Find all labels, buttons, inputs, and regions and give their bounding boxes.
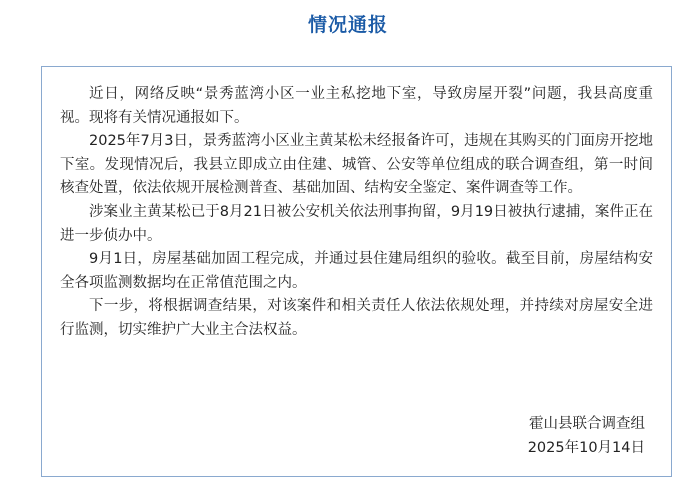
paragraph-incident: 2025年7月3日，景秀蓝湾小区业主黄某松未经报备许可，违规在其购买的门面房开挖地下室。发现情况后，我县立即成立由住建、城管、公安等单位组成的联合调查组，第一时间核查处置，依法依规开展检测普查、基础加固、结构安全鉴定、案件调查等工作。 — [60, 133, 653, 197]
signature-date: 2025年10月14日 — [527, 439, 645, 456]
paragraph-intro: 近日，网络反映“景秀蓝湾小区一业主私挖地下室，导致房屋开裂”问题，我县高度重视。现将有关情况通报如下。 — [60, 86, 653, 126]
paragraph-reinforcement: 9月1日，房屋基础加固工程完成，并通过县住建局组织的验收。截至目前，房屋结构安全各项监测数据均在正常值范围之内。 — [60, 251, 653, 291]
page-title: 情况通报 — [307, 14, 388, 36]
signature-org: 霍山县联合调查组 — [529, 416, 645, 432]
notice-body — [41, 66, 672, 477]
paragraph-next-steps: 下一步，将根据调查结果，对该案件和相关责任人依法依规处理，并持续对房屋安全进行监测，切实维护广大业主合法权益。 — [60, 298, 653, 338]
signature-block — [528, 413, 645, 460]
paragraph-detention: 涉案业主黄某松已于8月21日被公安机关依法刑事拘留，9月19日被执行逮捕，案件正在进一步侦办中。 — [60, 203, 653, 244]
